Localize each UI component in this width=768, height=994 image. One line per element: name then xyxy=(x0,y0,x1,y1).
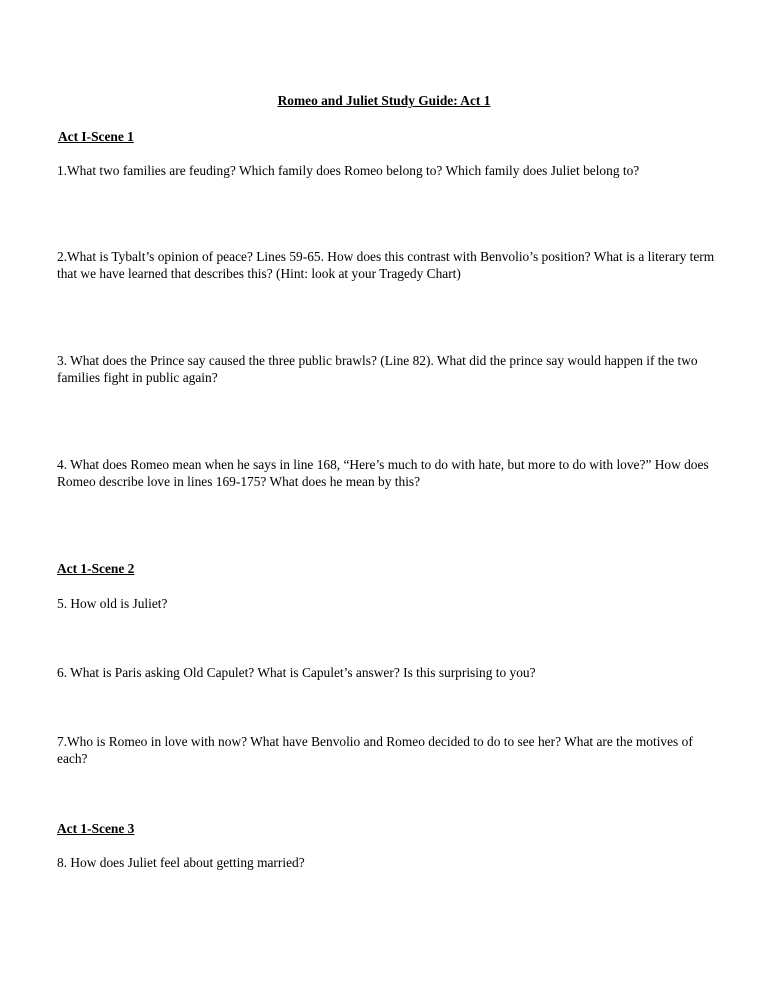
question-6: 6. What is Paris asking Old Capulet? What is Capulet’s answer? Is this surprising to you? xyxy=(57,665,536,680)
question-1: 1.What two families are feuding? Which family does Romeo belong to? Which family does Juliet belong to? xyxy=(57,163,640,178)
question-5: 5. How old is Juliet? xyxy=(57,596,168,611)
document-title: Romeo and Juliet Study Guide: Act 1 xyxy=(277,93,491,108)
question-2: 2.What is Tybalt’s opinion of peace? Lines 59-65. How does this contrast with Benvolio’s position? What is a literary term that we have learned that describes this? (Hint: look at your Tragedy Chart) xyxy=(57,249,715,281)
question-3: 3. What does the Prince say caused the three public brawls? (Line 82). What did the prince say would happen if the two families fight in public again? xyxy=(57,353,698,385)
question-8: 8. How does Juliet feel about getting married? xyxy=(57,855,305,870)
section-heading-scene-2: Act 1-Scene 2 xyxy=(57,561,135,576)
question-4: 4. What does Romeo mean when he says in line 168, “Here’s much to do with hate, but more to do with love?” How does Romeo describe love in lines 169-175? What does he mean by this? xyxy=(57,457,709,489)
section-heading-scene-1: Act I-Scene 1 xyxy=(58,129,134,144)
section-heading-scene-3: Act 1-Scene 3 xyxy=(57,821,135,836)
question-7: 7.Who is Romeo in love with now? What have Benvolio and Romeo decided to do to see her? What are the motives of each? xyxy=(57,734,693,766)
